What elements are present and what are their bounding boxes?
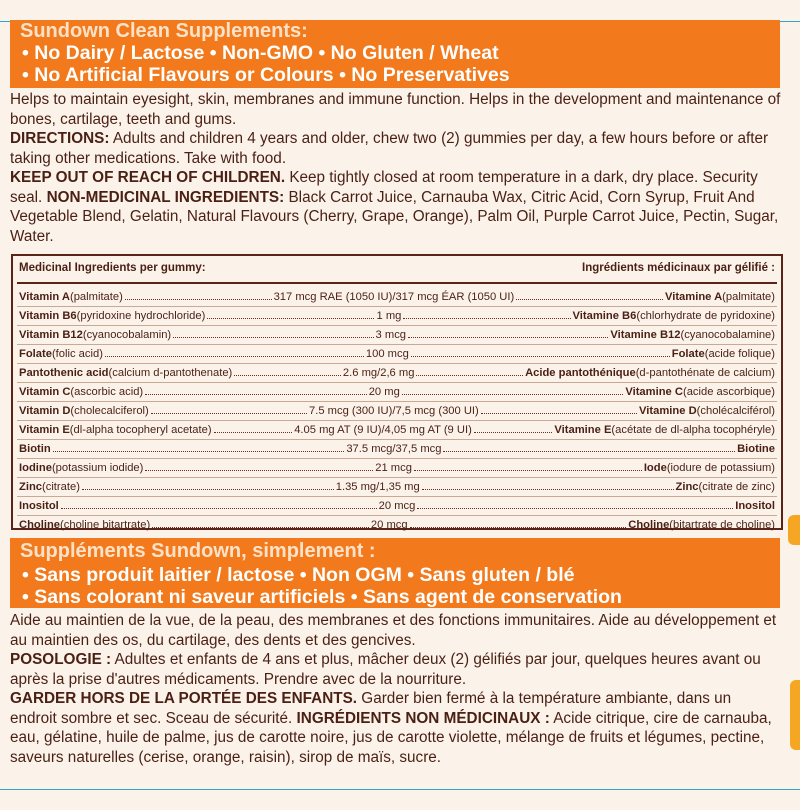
row-divider xyxy=(17,401,777,402)
leader-dots xyxy=(474,422,553,433)
leader-dots xyxy=(152,517,369,528)
table-row xyxy=(19,327,775,344)
ingredient-name-fr: Vitamine E xyxy=(554,424,612,436)
leader-dots xyxy=(411,346,670,357)
ingredient-name-fr: Zinc xyxy=(675,481,699,493)
ingredient-name-en: Vitamin C xyxy=(19,386,71,398)
ingredients-non-medicinaux-text: Acide citrique, cire de carnauba, eau, gélatine, huile de palme, jus de carotte noire, jus de carotte violette, mélange de fruits et légumes, pectine, saveurs naturelles (cerise, orange, raisin), sirop de maïs, sucre. xyxy=(10,709,772,766)
english-claims-line-1: • No Dairy / Lactose • Non-GMO • No Gluten / Wheat xyxy=(22,42,499,64)
ingredient-source-en: (palmitate) xyxy=(69,291,123,303)
bottom-guide-line xyxy=(0,789,800,790)
english-intro: Helps to maintain eyesight, skin, membranes and immune function. Helps in the development and maintenance of bones, cartilage, teeth and gums. xyxy=(10,91,781,128)
garder-hors-text: Garder bien fermé à la température ambiante, dans un endroit sombre et sec. Sceau de sécurité. xyxy=(10,690,732,727)
ingredient-amount: 4.05 mg AT (9 IU)/4,05 mg AT (9 UI) xyxy=(294,424,472,436)
ingredient-name-en: Inositol xyxy=(19,500,59,512)
ingredient-source-en: (cholecalciferol) xyxy=(70,405,149,417)
ingredient-name-en: Biotin xyxy=(19,443,51,455)
ingredient-name-en: Vitamin E xyxy=(19,424,70,436)
leader-dots xyxy=(408,327,608,338)
french-label-text xyxy=(10,611,778,767)
french-banner xyxy=(10,538,780,608)
table-row xyxy=(19,441,775,458)
leader-dots xyxy=(402,384,624,395)
ingredient-source-en: (calcium d-pantothenate) xyxy=(108,367,233,379)
ingredient-source-en: (dl-alpha tocopheryl acetate) xyxy=(69,424,212,436)
leader-dots xyxy=(173,327,373,338)
ingredient-amount: 1 mg xyxy=(376,310,402,322)
ingredient-name-en: Pantothenic acid xyxy=(19,367,109,379)
directions-label: DIRECTIONS: xyxy=(10,130,110,147)
english-label-text xyxy=(10,90,785,246)
ingredient-amount: 3 mcg xyxy=(375,329,407,341)
ingredient-name-fr: Vitamine D xyxy=(639,405,697,417)
ingredient-source-en: (folic acid) xyxy=(51,348,103,360)
leader-dots xyxy=(105,346,364,357)
ingredient-source-en: (cyanocobalamin) xyxy=(82,329,172,341)
row-divider xyxy=(17,363,777,364)
table-header-english: Medicinal Ingredients per gummy: xyxy=(19,262,206,274)
orange-edge-accent xyxy=(788,515,800,545)
table-row xyxy=(19,384,775,401)
ingredient-amount: 20 mcg xyxy=(370,519,408,531)
english-claims-line-2: • No Artificial Flavours or Colours • No Preservatives xyxy=(22,64,510,86)
row-divider xyxy=(17,515,777,516)
table-row xyxy=(19,479,775,496)
ingredient-amount: 20 mg xyxy=(368,386,400,398)
table-row xyxy=(19,346,775,363)
ingredient-name-fr: Iode xyxy=(643,462,667,474)
ingredient-source-fr: (iodure de potassium) xyxy=(666,462,776,474)
ingredient-source-fr: (palmitate) xyxy=(722,291,776,303)
row-divider xyxy=(17,458,777,459)
leader-dots xyxy=(61,498,377,509)
table-header xyxy=(19,262,775,278)
row-divider xyxy=(17,496,777,497)
leader-dots xyxy=(145,384,367,395)
leader-dots xyxy=(414,460,642,471)
ingredient-name-fr: Vitamine B6 xyxy=(572,310,637,322)
ingredient-source-fr: (cyanocobalamine) xyxy=(680,329,775,341)
english-banner-title: Sundown Clean Supplements: xyxy=(20,20,308,42)
french-intro: Aide au maintien de la vue, de la peau, des membranes et des fonctions immunitaires. Aide au développement et au maintien des os, du cartilage, des dents et des gencives. xyxy=(10,612,777,649)
row-divider xyxy=(17,344,777,345)
english-banner xyxy=(10,20,780,88)
leader-dots xyxy=(234,365,341,376)
row-divider xyxy=(17,420,777,421)
table-row xyxy=(19,422,775,439)
leader-dots xyxy=(417,498,733,509)
ingredient-source-fr: (cholécalciférol) xyxy=(696,405,775,417)
french-claims-line-1: • Sans produit laitier / lactose • Non OGM • Sans gluten / blé xyxy=(22,564,575,586)
ingredient-amount: 2.6 mg/2,6 mg xyxy=(342,367,415,379)
row-divider xyxy=(17,306,777,307)
ingredient-source-fr: (chlorhydrate de pyridoxine) xyxy=(636,310,776,322)
ingredient-name-en: Vitamin D xyxy=(19,405,71,417)
leader-dots xyxy=(422,479,674,490)
ingredient-name-en: Zinc xyxy=(19,481,42,493)
leader-dots xyxy=(207,308,374,319)
leader-dots xyxy=(516,289,663,300)
ingredient-amount: 20 mcg xyxy=(378,500,416,512)
orange-edge-accent-lower xyxy=(790,680,800,750)
row-divider xyxy=(17,439,777,440)
ingredient-source-en: (potassium iodide) xyxy=(51,462,144,474)
leader-dots xyxy=(151,403,307,414)
leader-dots xyxy=(481,403,637,414)
posology-text: Adultes et enfants de 4 ans et plus, mâcher deux (2) gélifiés par jour, quelques heures avant ou après la prise d'autres médicaments. Prendre avec de la nourriture. xyxy=(10,651,761,688)
row-divider xyxy=(17,477,777,478)
ingredient-source-en: (pyridoxine hydrochloride) xyxy=(76,310,206,322)
ingredient-source-fr: (acétate de dl-alpha tocophéryle) xyxy=(611,424,775,436)
leader-dots xyxy=(403,308,570,319)
leader-dots xyxy=(145,460,373,471)
ingredient-name-fr: Folate xyxy=(671,348,705,360)
ingredient-name-en: Vitamin A xyxy=(19,291,70,303)
ingredient-source-fr: (acide ascorbique) xyxy=(682,386,776,398)
ingredient-name-fr: Inositol xyxy=(735,500,775,512)
ingredient-source-en: (choline bitartrate) xyxy=(60,519,151,531)
table-row xyxy=(19,517,775,534)
leader-dots xyxy=(53,441,345,452)
ingredient-name-fr: Vitamine B12 xyxy=(610,329,681,341)
ingredient-name-en: Vitamin B12 xyxy=(19,329,83,341)
leader-dots xyxy=(443,441,735,452)
french-claims-line-2: • Sans colorant ni saveur artificiels • Sans agent de conservation xyxy=(22,586,622,608)
ingredient-amount: 7.5 mcg (300 IU)/7,5 mcg (300 UI) xyxy=(309,405,479,417)
ingredient-source-fr: (d-pantothénate de calcium) xyxy=(635,367,776,379)
ingredient-amount: 100 mcg xyxy=(365,348,409,360)
french-banner-title: Suppléments Sundown, simplement : xyxy=(20,540,376,562)
medicinal-ingredients-table xyxy=(11,254,783,530)
ingredient-source-en: (ascorbic acid) xyxy=(70,386,144,398)
table-row xyxy=(19,289,775,306)
ingredient-name-fr: Vitamine C xyxy=(625,386,683,398)
table-row xyxy=(19,403,775,420)
ingredient-source-en: (citrate) xyxy=(42,481,80,493)
leader-dots xyxy=(214,422,293,433)
keep-out-of-reach-text: Keep tightly closed at room temperature in a dark, dry place. Security seal. xyxy=(10,169,758,206)
row-divider xyxy=(17,382,777,383)
ingredient-source-fr: (acide folique) xyxy=(704,348,775,360)
ingredients-non-medicinaux-label: INGRÉDIENTS NON MÉDICINAUX : xyxy=(296,709,550,727)
leader-dots xyxy=(82,479,334,490)
row-divider xyxy=(17,325,777,326)
directions-text: Adults and children 4 years and older, chew two (2) gummies per day, a few hours before or after taking other medications. Take with food. xyxy=(10,130,769,167)
leader-dots xyxy=(410,517,627,528)
leader-dots xyxy=(416,365,523,376)
table-header-french: Ingrédients médicinaux par gélifié : xyxy=(582,262,775,274)
ingredient-name-en: Choline xyxy=(19,519,61,531)
ingredient-name-en: Vitamin B6 xyxy=(19,310,77,322)
ingredient-name-fr: Biotine xyxy=(737,443,775,455)
table-header-rule xyxy=(17,282,777,284)
ingredient-name-en: Folate xyxy=(19,348,52,360)
table-row xyxy=(19,460,775,477)
ingredient-amount: 21 mcg xyxy=(375,462,412,474)
ingredient-name-fr: Vitamine A xyxy=(664,291,723,303)
ingredient-amount: 317 mcg RAE (1050 IU)/317 mcg ÉAR (1050 UI) xyxy=(273,291,515,303)
ingredient-name-fr: Acide pantothénique xyxy=(525,367,636,379)
posology-label: POSOLOGIE : xyxy=(10,651,112,668)
non-medicinal-label: NON-MEDICINAL INGREDIENTS: xyxy=(46,188,285,206)
ingredient-name-en: Iodine xyxy=(19,462,52,474)
table-row xyxy=(19,308,775,325)
table-row xyxy=(19,365,775,382)
non-medicinal-text: Black Carrot Juice, Carnauba Wax, Citric Acid, Corn Syrup, Fruit And Vegetable Blend, Gelatin, Natural Flavours (Cherry, Grape, Orange), Palm Oil, Purple Carrot Juice, Pectin, Sugar, Water. xyxy=(10,188,779,245)
ingredient-source-fr: (bitartrate de choline) xyxy=(669,519,776,531)
ingredient-source-fr: (citrate de zinc) xyxy=(698,481,775,493)
keep-out-of-reach-label: KEEP OUT OF REACH OF CHILDREN. xyxy=(10,169,286,186)
table-row xyxy=(19,498,775,515)
leader-dots xyxy=(125,289,272,300)
ingredient-amount: 1.35 mg/1,35 mg xyxy=(335,481,420,493)
ingredient-amount: 37.5 mcg/37,5 mcg xyxy=(346,443,442,455)
garder-hors-label: GARDER HORS DE LA PORTÉE DES ENFANTS. xyxy=(10,690,358,707)
ingredient-name-fr: Choline xyxy=(628,519,670,531)
